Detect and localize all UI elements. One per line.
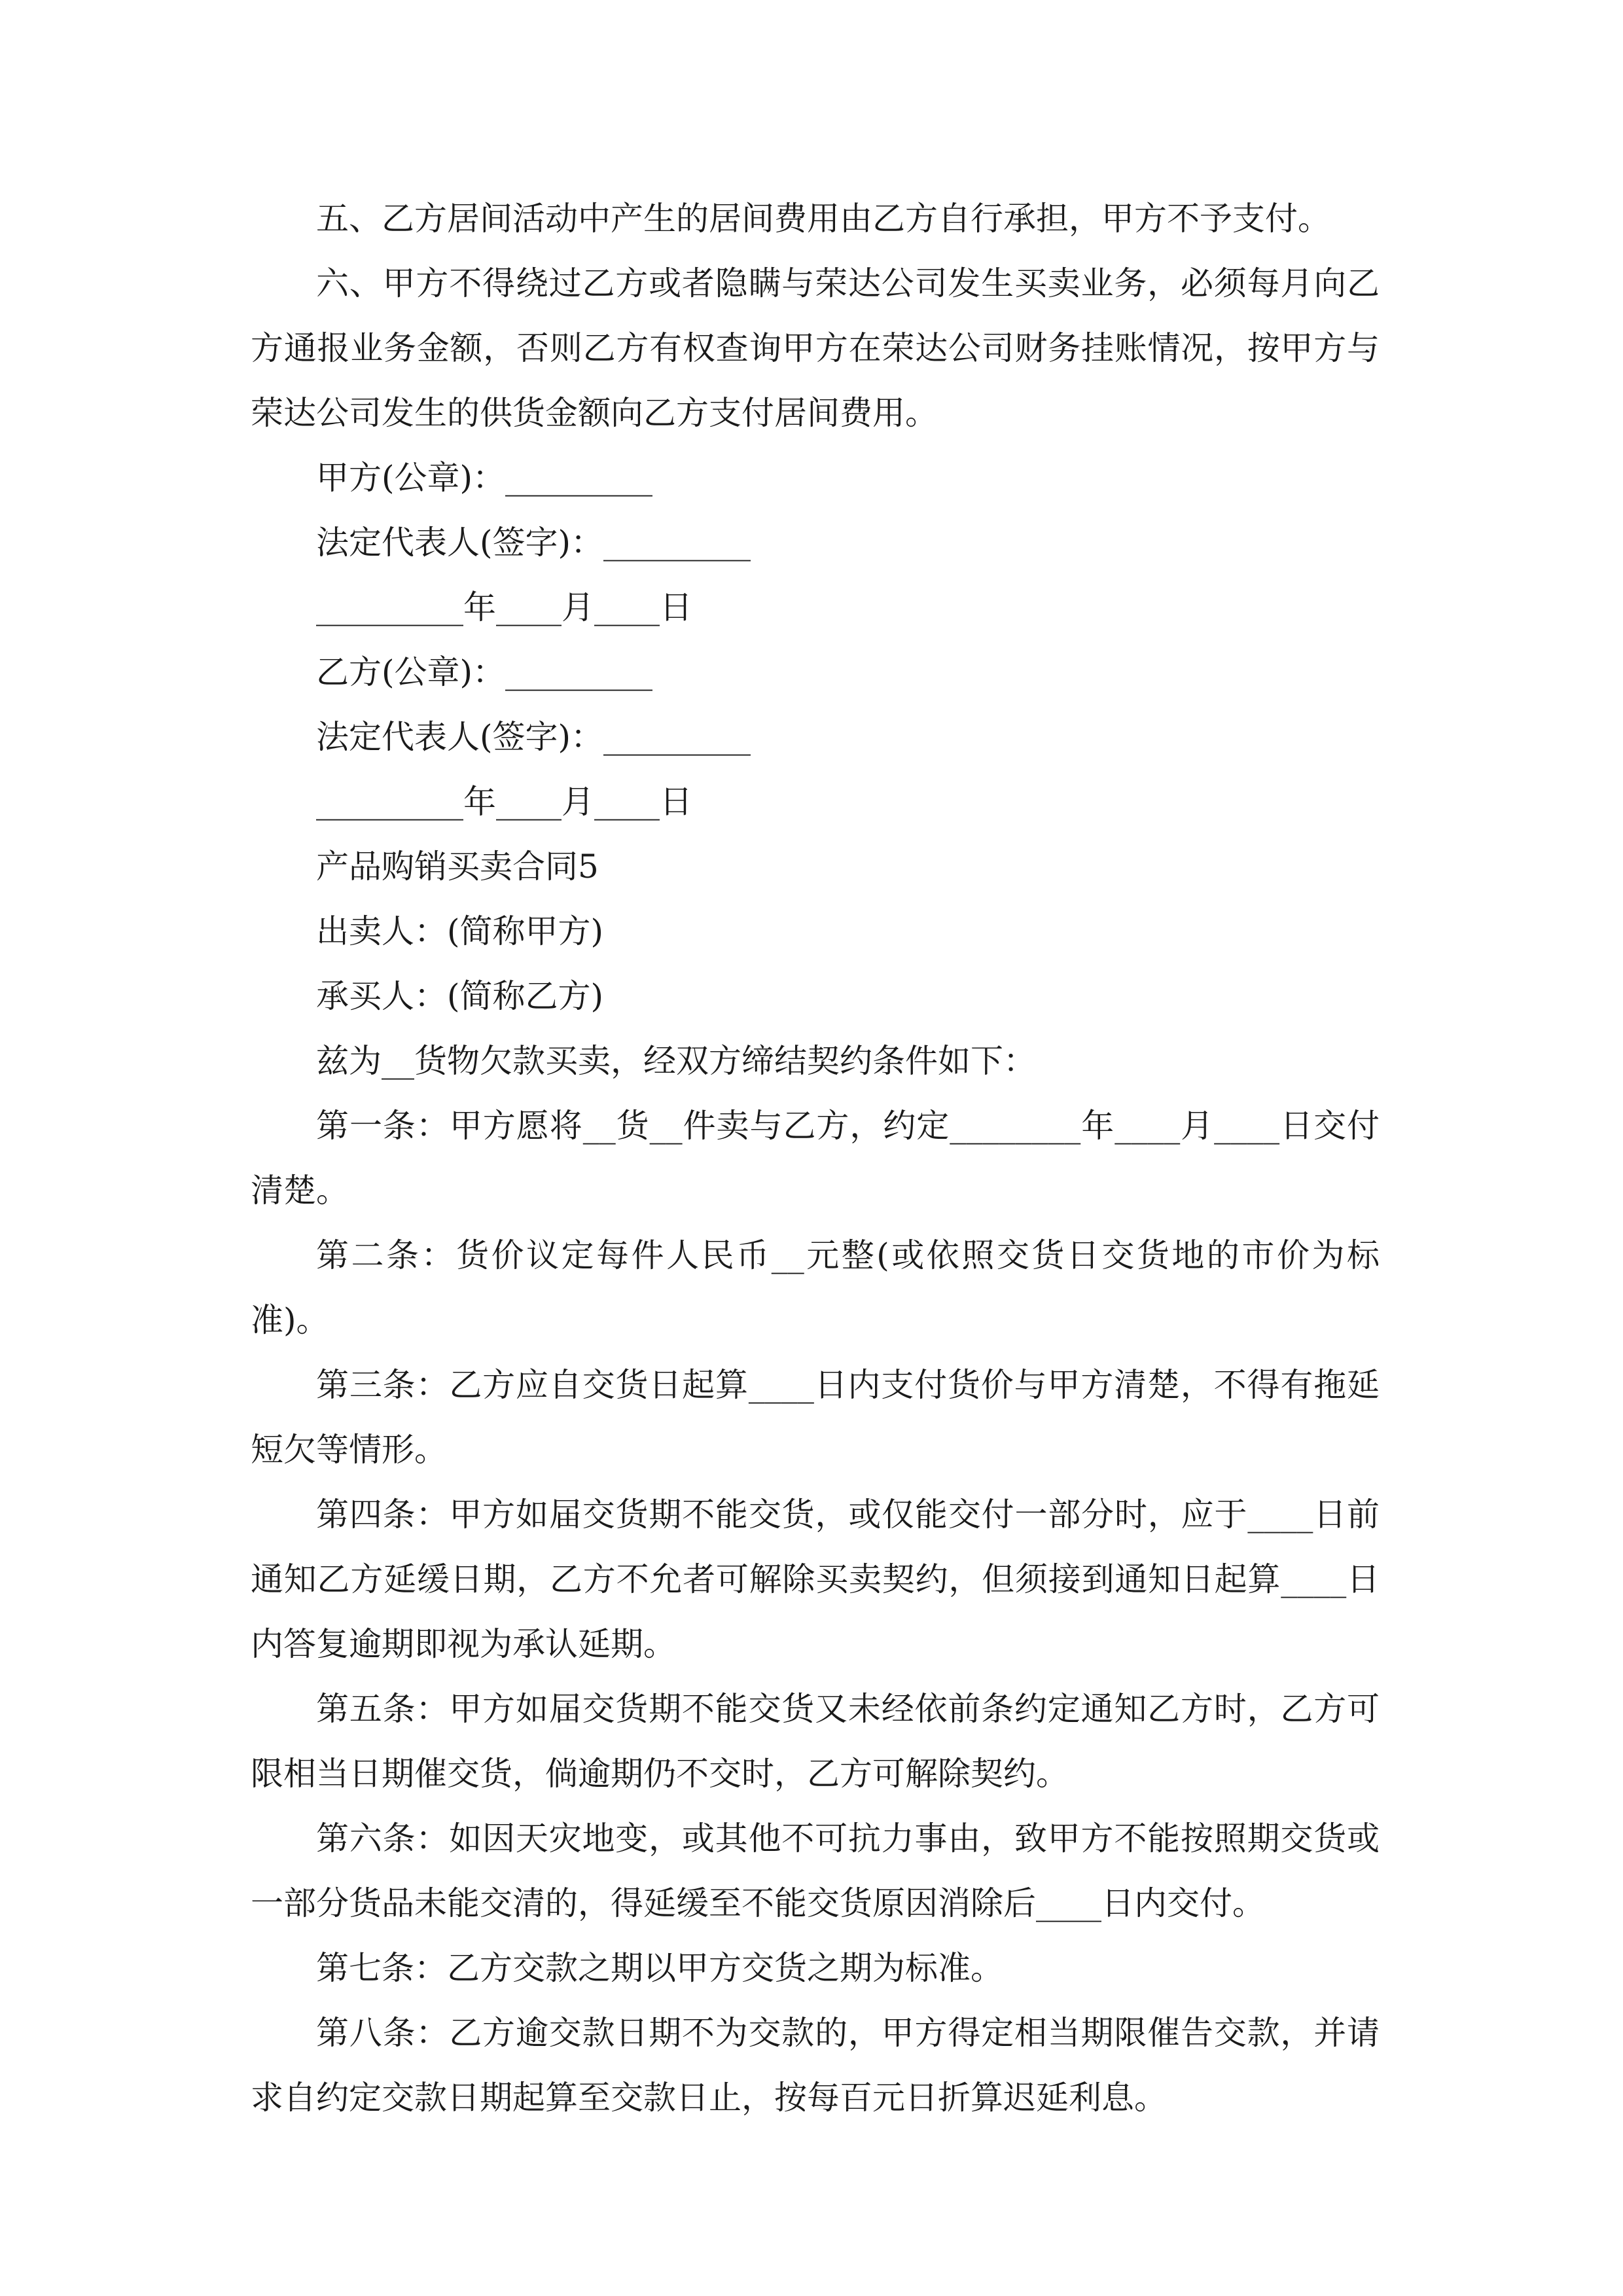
article-2: 第二条：货价议定每件人民币__元整(或依照交货日交货地的市价为标准)。 [251, 1236, 1380, 1339]
preamble: 兹为__货物欠款买卖，经双方缔结契约条件如下： [316, 1042, 1036, 1080]
contract-title: 产品购销买卖合同5 [316, 848, 599, 886]
paragraph-clause-5: 五、乙方居间活动中产生的居间费用由乙方自行承担，甲方不予支付。 [316, 200, 1330, 238]
document-body [251, 187, 1380, 2130]
paragraph-clause-6: 六、甲方不得绕过乙方或者隐瞒与荣达公司发生买卖业务，必须每月向乙方通报业务金额，否则乙方有权查询甲方在荣达公司财务挂账情况，按甲方与荣达公司发生的供货金额向乙方支付居间费用。 [251, 264, 1380, 432]
article-1: 第一条：甲方愿将__货__件卖与乙方，约定________年____月____日交付清楚。 [251, 1107, 1380, 1210]
party-b-date-line: _________年____月____日 [316, 783, 692, 821]
buyer-line: 承买人：(简称乙方) [316, 977, 604, 1015]
article-5: 第五条：甲方如届交货期不能交货又未经依前条约定通知乙方时，乙方可限相当日期催交货，倘逾期仍不交时，乙方可解除契约。 [251, 1690, 1380, 1793]
article-4: 第四条：甲方如届交货期不能交货，或仅能交付一部分时，应于____日前通知乙方延缓日期，乙方不允者可解除买卖契约，但须接到通知日起算____日内答复逾期即视为承认延期。 [251, 1496, 1380, 1663]
party-a-date-line: _________年____月____日 [316, 588, 692, 626]
party-a-seal-line: 甲方(公章)：_________ [316, 459, 653, 497]
party-b-seal-line: 乙方(公章)：_________ [316, 653, 653, 691]
article-6: 第六条：如因天灾地变，或其他不可抗力事由，致甲方不能按照期交货或一部分货品未能交清的，得延缓至不能交货原因消除后____日内交付。 [251, 1820, 1380, 1922]
party-b-representative-line: 法定代表人(签字)：_________ [316, 718, 751, 756]
seller-line: 出卖人：(简称甲方) [316, 912, 604, 950]
article-7: 第七条：乙方交款之期以甲方交货之期为标准。 [316, 1949, 1003, 1987]
article-3: 第三条：乙方应自交货日起算____日内支付货价与甲方清楚，不得有拖延短欠等情形。 [251, 1366, 1380, 1469]
party-a-representative-line: 法定代表人(签字)：_________ [316, 524, 751, 562]
article-8: 第八条：乙方逾交款日期不为交款的，甲方得定相当期限催告交款，并请求自约定交款日期起算至交款日止，按每百元日折算迟延利息。 [251, 2014, 1380, 2117]
